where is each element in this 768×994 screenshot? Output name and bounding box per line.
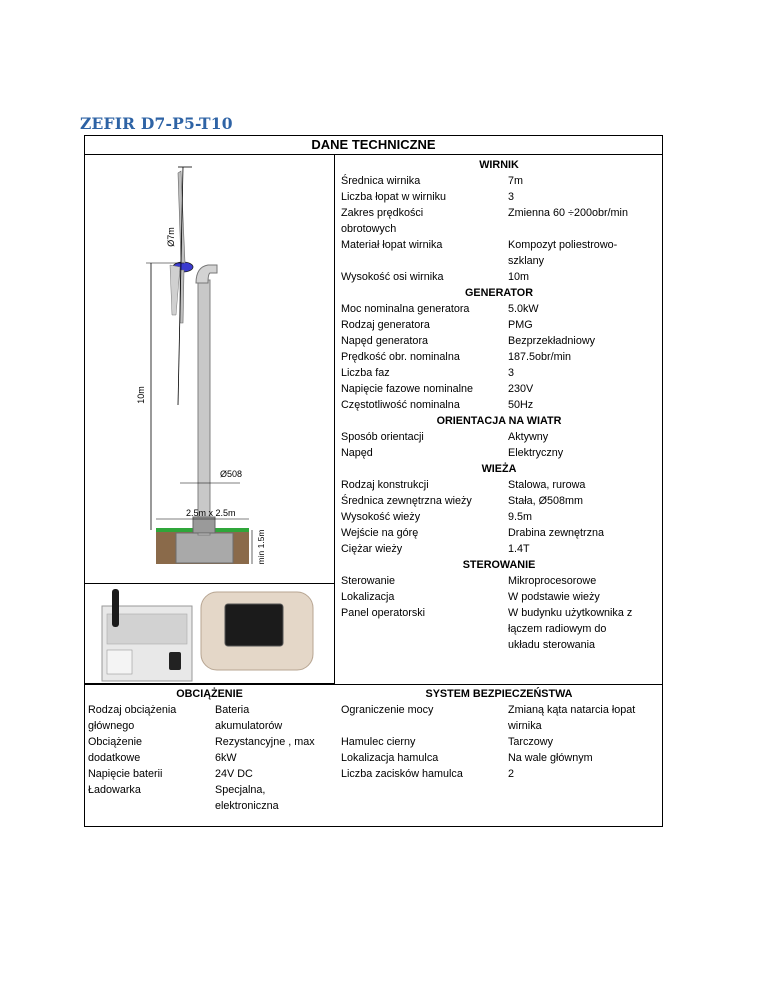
spec-value: Tarczowy	[508, 736, 553, 748]
spec-value: elektroniczna	[215, 800, 279, 812]
spec-value: 10m	[508, 271, 530, 283]
spec-label: Obciążenie	[88, 736, 143, 748]
spec-label: Panel operatorski	[341, 607, 426, 619]
antenna	[112, 589, 119, 627]
spec-value: Zmienna 60 ÷200obr/min	[508, 207, 628, 219]
spec-value: Drabina zewnętrzna	[508, 527, 605, 539]
spec-label: Napęd generatora	[341, 335, 429, 347]
spec-label: Lokalizacja hamulca	[341, 752, 439, 764]
spec-value: 3	[508, 191, 515, 203]
section-title-sterowanie: STEROWANIE	[462, 559, 536, 571]
spec-value: Zmianą kąta natarcia łopat	[508, 704, 636, 716]
spec-value: 50Hz	[508, 399, 534, 411]
spec-value: akumulatorów	[215, 720, 283, 732]
spec-label: Napięcie fazowe nominalne	[341, 383, 474, 395]
spec-value: W budynku użytkownika z	[508, 607, 633, 619]
spec-value: Kompozyt poliestrowo-	[508, 239, 618, 251]
spec-value: PMG	[508, 319, 533, 331]
spec-label: Liczba faz	[341, 367, 390, 379]
spec-label: Częstotliwość nominalna	[341, 399, 460, 411]
foundation-block	[176, 533, 233, 563]
spec-value: 1.4T	[508, 543, 530, 555]
spec-value: 2	[508, 768, 515, 780]
spec-value: W podstawie wieży	[508, 591, 600, 603]
spec-value: Bezprzekładniowy	[508, 335, 596, 347]
spec-value: Stalowa, rurowa	[508, 479, 586, 491]
spec-label: Wysokość wieży	[341, 511, 421, 523]
rotor-diameter-label: Ø7m	[166, 227, 176, 247]
spec-label: Liczba zacisków hamulca	[341, 768, 463, 780]
spec-value: 9.5m	[508, 511, 533, 523]
controller-photo	[85, 584, 334, 683]
spec-label: Napięcie baterii	[88, 768, 163, 780]
spec-value: 5.0kW	[508, 303, 539, 315]
spec-value: 3	[508, 367, 515, 379]
spec-label: Prędkość obr. nominalna	[341, 351, 460, 363]
section-title-obciazenie: OBCIĄŻENIE	[176, 688, 243, 700]
table-header: DANE TECHNICZNE	[311, 137, 436, 152]
spec-label: głównego	[88, 720, 135, 732]
spec-label: Wysokość osi wirnika	[341, 271, 444, 283]
operator-screen	[225, 604, 283, 646]
spec-label: Napęd	[341, 447, 373, 459]
spec-label: Wejście na górę	[341, 527, 419, 539]
spec-value: wirnika	[508, 720, 542, 732]
section-title-wirnik: WIRNIK	[479, 159, 519, 171]
tower-diameter-label: Ø508	[220, 469, 243, 479]
tower-base	[193, 517, 215, 533]
spec-value: Stała, Ø508mm	[508, 495, 584, 507]
spec-value: 24V DC	[215, 768, 253, 780]
spec-label: Sposób orientacji	[341, 431, 424, 443]
spec-value: 6kW	[215, 752, 237, 764]
spec-value: Mikroprocesorowe	[508, 575, 597, 587]
spec-value: Rezystancyjne , max	[215, 736, 315, 748]
spec-label: Rodzaj konstrukcji	[341, 479, 429, 491]
spec-label: obrotowych	[341, 223, 397, 235]
spec-value: łączem radiowym do	[508, 623, 607, 635]
spec-label: Średnica wirnika	[341, 175, 421, 187]
section-title-generator: GENERATOR	[465, 287, 533, 299]
spec-label: Liczba łopat w wirniku	[341, 191, 447, 203]
spec-value: 230V	[508, 383, 534, 395]
spec-label: Ładowarka	[88, 784, 141, 796]
spec-label: dodatkowe	[88, 752, 141, 764]
spec-value: 187.5obr/min	[508, 351, 572, 363]
spec-value: Na wale głównym	[508, 752, 593, 764]
spec-value: szklany	[508, 255, 545, 267]
depth-label: min 1.5m	[256, 529, 266, 565]
spec-label: Ograniczenie mocy	[341, 704, 434, 716]
spec-value: Aktywny	[508, 431, 549, 443]
tower	[198, 280, 210, 535]
base-width-label: 2.5m x 2.5m	[186, 508, 236, 518]
spec-label: Rodzaj generatora	[341, 319, 430, 331]
nacelle	[196, 265, 217, 283]
spec-value: Specjalna,	[215, 784, 266, 796]
blade-side	[170, 265, 180, 315]
document-title: ZEFIR D7-P5-T10	[80, 114, 233, 133]
spec-value: Bateria	[215, 704, 250, 716]
spec-label: Ciężar wieży	[341, 543, 403, 555]
spec-label: Lokalizacja	[341, 591, 395, 603]
spec-label: Materiał łopat wirnika	[341, 239, 443, 251]
spec-label: Rodzaj obciążenia	[88, 704, 177, 716]
spec-label: Zakres prędkości	[341, 207, 424, 219]
spec-value: układu sterowania	[508, 639, 596, 651]
section-title-wieza: WIEŻA	[481, 463, 517, 475]
turbine-drawing	[84, 155, 335, 583]
spec-value: Elektryczny	[508, 447, 564, 459]
spec-label: Hamulec cierny	[341, 736, 416, 748]
spec-label: Sterowanie	[341, 575, 396, 587]
section-title-orientacja: ORIENTACJA NA WIATR	[436, 415, 562, 427]
spec-label: Średnica zewnętrzna wieży	[341, 495, 472, 507]
section-title-bezpieczenstwo: SYSTEM BEZPIECZEŃSTWA	[425, 688, 573, 700]
spec-value: 7m	[508, 175, 523, 187]
spec-label: Moc nominalna generatora	[341, 303, 470, 315]
spec-table	[84, 135, 663, 827]
height-label: 10m	[136, 386, 146, 404]
